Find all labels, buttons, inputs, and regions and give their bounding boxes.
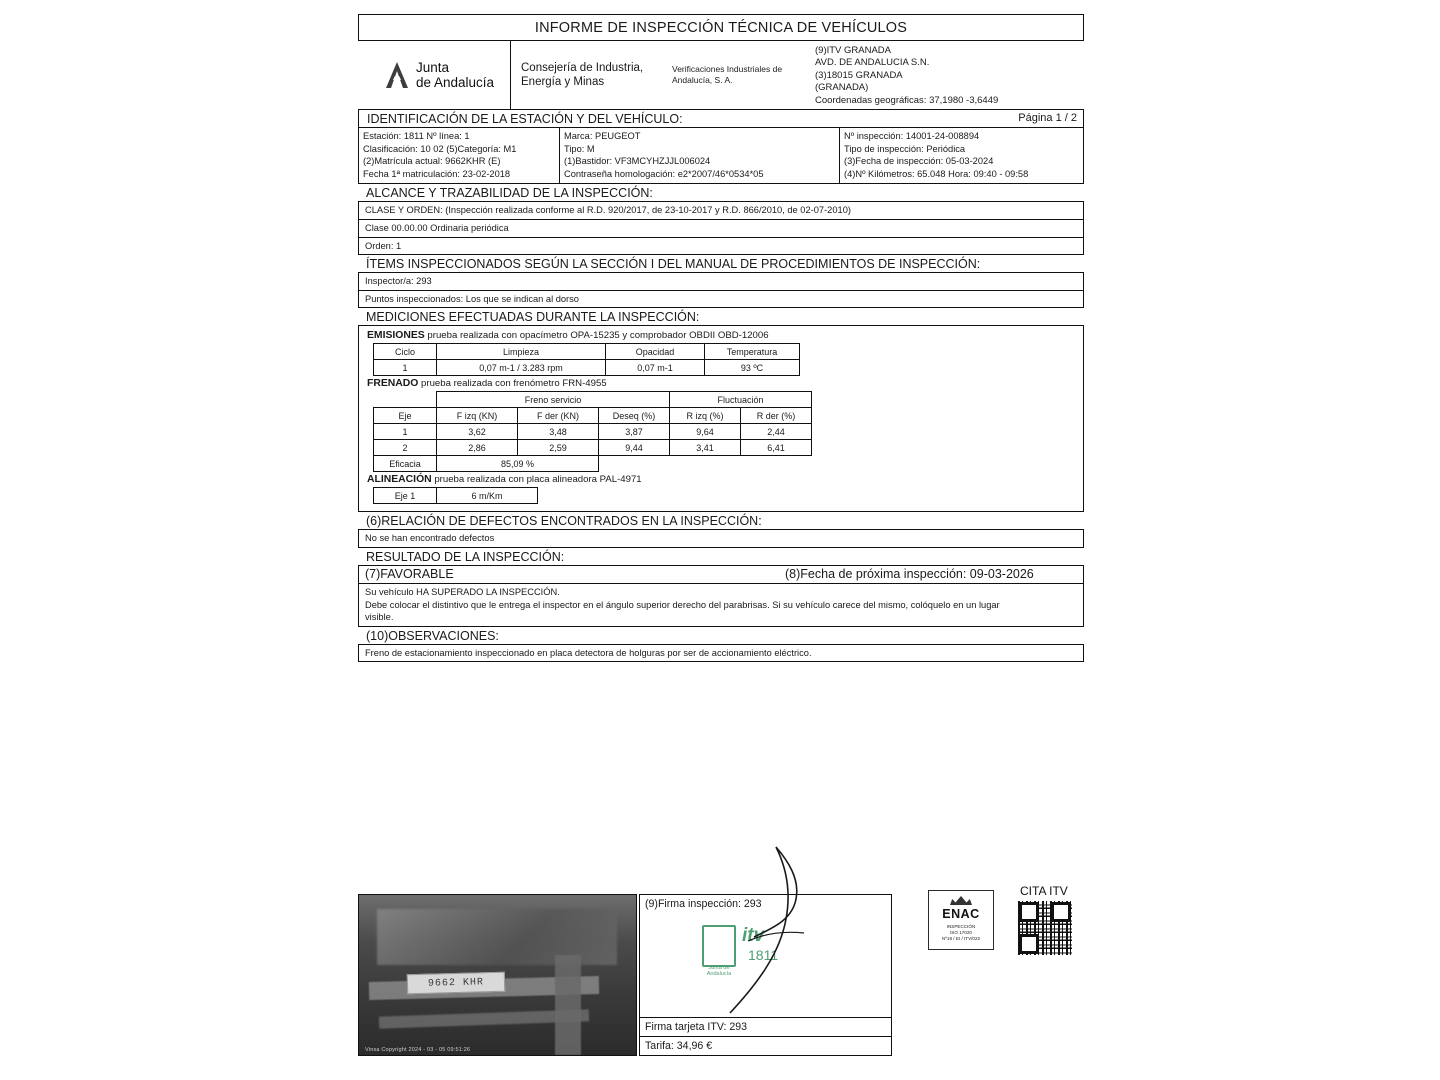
scope-class-order: CLASE Y ORDEN: (Inspección realizada conforme al R.D. 920/2017, de 23-10-2017 y R.D. 866/2010, de 02-07-2010)	[365, 205, 851, 216]
scope-clase: Clase 00.00.00 Ordinaria periódica	[359, 219, 1083, 237]
junta-line-2: de Andalucía	[416, 75, 495, 90]
braking-efficiency-empty	[599, 456, 812, 472]
emissions-table	[373, 343, 800, 376]
consejeria-line-1: Consejería de Industria,	[521, 62, 644, 74]
itv-green-stamp	[702, 923, 808, 983]
report-header	[358, 40, 1084, 109]
enac-crown-icon	[950, 895, 972, 905]
braking-r2-eje: 2	[374, 440, 437, 456]
identification-col-3	[839, 128, 1083, 183]
braking-th-rder: R der (%)	[741, 408, 812, 424]
result-title: RESULTADO DE LA INSPECCIÓN:	[358, 547, 1084, 565]
braking-group-servicio: Freno servicio	[437, 392, 670, 408]
station-address-block	[807, 41, 1084, 109]
result-box	[358, 565, 1084, 626]
measurements-title: MEDICIONES EFECTUADAS DURANTE LA INSPECCIÓN:	[358, 307, 1084, 325]
enac-sub-line-1: INSPECCIÓN	[946, 924, 976, 929]
fee-row: Tarifa: 34,96 €	[639, 1037, 892, 1056]
table-row	[374, 488, 538, 504]
observations-text: Freno de estacionamiento inspeccionado en placa detectora de holguras por ser de accionamiento eléctrico.	[365, 647, 812, 658]
braking-caption	[367, 378, 1077, 389]
braking-r1-deseq: 3,87	[599, 424, 670, 440]
photo-watermark: Vinsa Copyright 2024 - 03 - 05 09:51:26	[365, 1047, 471, 1053]
braking-r1-fizq: 3,62	[437, 424, 518, 440]
result-note-3: visible.	[365, 612, 394, 623]
inspection-date: (3)Fecha de inspección: 05-03-2024	[844, 156, 994, 167]
braking-caption-text: prueba realizada con frenómetro FRN-4955	[421, 378, 607, 390]
scope-section	[358, 184, 1084, 254]
braking-r2-fizq: 2,86	[437, 440, 518, 456]
scope-box	[358, 201, 1084, 254]
junta-logo	[358, 41, 510, 109]
table-row	[374, 440, 812, 456]
result-verdict: (7)FAVORABLE	[365, 566, 454, 581]
footer-area	[358, 884, 1084, 1060]
identification-title-row	[359, 110, 1083, 127]
alignment-caption-text: prueba realizada con placa alineadora PAL-4971	[434, 474, 642, 486]
emissions-temperatura: 93 ºC	[705, 360, 800, 376]
station-address: AVD. DE ANDALUCIA S.N.	[815, 57, 930, 69]
table-row	[374, 456, 812, 472]
stamp-junta-icon	[702, 925, 736, 967]
braking-r1-rder: 2,44	[741, 424, 812, 440]
table-group-header-row	[374, 392, 812, 408]
station-number: Estación: 1811 Nº línea: 1	[363, 131, 470, 141]
braking-th-eje: Eje	[374, 408, 437, 424]
station-name: (9)ITV GRANADA	[815, 45, 892, 56]
table-row	[374, 424, 812, 440]
braking-r2-rizq: 3,41	[670, 440, 741, 456]
inspection-type: Tipo de inspección: Periódica	[844, 143, 966, 154]
table-header-row	[374, 408, 812, 424]
table-row	[374, 360, 800, 376]
identification-columns	[359, 127, 1083, 183]
emissions-label: EMISIONES	[367, 330, 425, 342]
first-registration-date: Fecha 1ª matriculación: 23-02-2018	[363, 168, 511, 179]
station-province: (GRANADA)	[815, 82, 869, 94]
braking-th-deseq: Deseq (%)	[599, 408, 670, 424]
braking-th-fizq: F izq (KN)	[437, 408, 518, 424]
enac-subtext	[942, 924, 980, 942]
braking-r2-rder: 6,41	[741, 440, 812, 456]
braking-th-rizq: R izq (%)	[670, 408, 741, 424]
page-indicator: Página 1 / 2	[1018, 112, 1077, 124]
observations-title: (10)OBSERVACIONES:	[358, 626, 1084, 644]
signature-block	[639, 894, 892, 1054]
scope-title: ALCANCE Y TRAZABILIDAD DE LA INSPECCIÓN:	[366, 186, 653, 201]
defects-title: (6)RELACIÓN DE DEFECTOS ENCONTRADOS EN LA INSPECCIÓN:	[358, 511, 1084, 529]
result-note-2: Debe colocar el distintivo que le entrega el inspector en el ángulo superior derecho del parabrisas. Si su vehículo carece del mismo, colóquelo en un lugar	[365, 599, 1000, 610]
cita-itv-block	[1018, 884, 1088, 955]
braking-r1-rizq: 9,64	[670, 424, 741, 440]
result-verdict-row	[359, 566, 1083, 583]
observations-box	[358, 644, 1084, 663]
next-inspection-date: (8)Fecha de próxima inspección: 09-03-2026	[785, 566, 1034, 581]
vehicle-type: Tipo: M	[564, 143, 595, 154]
identification-col-2	[559, 128, 839, 183]
card-signature-row: Firma tarjeta ITV: 293	[639, 1018, 892, 1037]
result-section	[358, 547, 1084, 626]
braking-r1-eje: 1	[374, 424, 437, 440]
homologation-code: Contraseña homologación: e2*2007/46*0534*05	[564, 168, 764, 179]
plate-number: (2)Matrícula actual: 9662KHR (E)	[363, 156, 501, 167]
emissions-th-temperatura: Temperatura	[705, 344, 800, 360]
report-title: INFORME DE INSPECCIÓN TÉCNICA DE VEHÍCULOS	[358, 14, 1084, 40]
alignment-eje: Eje 1	[374, 488, 437, 504]
emissions-th-opacidad: Opacidad	[606, 344, 705, 360]
photo-license-plate: 9662 KHR	[407, 972, 505, 995]
braking-efficiency-value: 85,09 %	[437, 456, 599, 472]
emissions-th-limpieza: Limpieza	[437, 344, 606, 360]
station-postal: (3)18015 GRANADA	[815, 69, 903, 81]
observations-section	[358, 626, 1084, 663]
identification-title: IDENTIFICACIÓN DE LA ESTACIÓN Y DEL VEHÍCULO:	[367, 112, 683, 126]
braking-r2-deseq: 9,44	[599, 440, 670, 456]
emissions-opacidad: 0,07 m-1	[606, 360, 705, 376]
inspection-signature-label: (9)Firma inspección: 293	[645, 898, 762, 910]
verificaciones-line-1: Verificaciones Industriales de	[672, 64, 783, 74]
braking-table	[373, 391, 812, 472]
identification-col-1	[359, 128, 559, 183]
emissions-caption	[367, 330, 1077, 341]
station-coordinates: Coordenadas geográficas: 37,1980 -3,6449	[815, 94, 999, 106]
inspection-signature-box	[639, 894, 892, 1018]
consejeria-line-2: Energía y Minas	[521, 76, 605, 88]
emissions-ciclo: 1	[374, 360, 437, 376]
verificaciones-block	[662, 41, 807, 109]
braking-r1-fder: 3,48	[518, 424, 599, 440]
junta-line-1: Junta	[416, 60, 450, 75]
vin-number: (1)Bastidor: VF3MCYHZJJL006024	[564, 156, 711, 167]
stamp-itv-text: itv	[742, 925, 765, 946]
braking-label: FRENADO	[367, 378, 419, 390]
alignment-table	[373, 487, 538, 504]
inspector-id: Inspector/a: 293	[365, 276, 432, 287]
alignment-value: 6 m/Km	[437, 488, 538, 504]
emissions-caption-text: prueba realizada con opacímetro OPA-15235 y comprobador OBDII OBD-12006	[427, 330, 769, 342]
cita-itv-label: CITA ITV	[1020, 884, 1068, 898]
defects-text: No se han encontrado defectos	[365, 533, 495, 544]
enac-accreditation-logo	[928, 890, 994, 950]
verificaciones-line-2: Andalucía, S. A.	[672, 75, 733, 85]
enac-name: ENAC	[942, 907, 980, 921]
items-section	[358, 254, 1084, 307]
items-title: ÍTEMS INSPECCIONADOS SEGÚN LA SECCIÓN I DEL MANUAL DE PROCEDIMIENTOS DE INSPECCIÓN:	[358, 254, 1084, 272]
enac-sub-line-3: Nº19 / EI / ITV/022	[941, 936, 981, 941]
scope-orden: Orden: 1	[359, 237, 1083, 255]
classification: Clasificación: 10 02 (5)Categoría: M1	[363, 143, 517, 154]
table-header-row	[374, 344, 800, 360]
qr-code-icon[interactable]	[1018, 901, 1072, 955]
photo-detail-upper	[377, 909, 617, 965]
defects-box	[358, 529, 1084, 547]
inspection-number: Nº inspección: 14001-24-008894	[844, 131, 980, 141]
braking-group-empty	[374, 392, 437, 408]
result-notes	[359, 583, 1083, 626]
vehicle-make: Marca: PEUGEOT	[564, 131, 641, 141]
measurements-section	[358, 307, 1084, 511]
braking-th-fder: F der (KN)	[518, 408, 599, 424]
result-note-1: Su vehículo HA SUPERADO LA INSPECCIÓN.	[365, 586, 560, 597]
junta-andalucia-icon	[384, 60, 410, 90]
stamp-junta-text: Junta de Andalucía	[706, 965, 732, 977]
emissions-th-ciclo: Ciclo	[374, 344, 437, 360]
inspected-points: Puntos inspeccionados: Los que se indican al dorso	[359, 290, 1083, 308]
alignment-label: ALINEACIÓN	[367, 474, 432, 486]
odometer-and-time: (4)Nº Kilómetros: 65.048 Hora: 09:40 - 09:58	[844, 168, 1029, 179]
identification-section	[358, 109, 1084, 184]
photo-detail-post	[555, 955, 581, 1055]
enac-sub-line-2: ISO 17020	[950, 930, 972, 935]
alignment-caption	[367, 474, 1077, 485]
defects-section	[358, 511, 1084, 547]
emissions-limpieza: 0,07 m-1 / 3.283 rpm	[437, 360, 606, 376]
braking-efficiency-label: Eficacia	[374, 456, 437, 472]
consejeria-block	[510, 41, 662, 109]
measurements-box	[358, 325, 1084, 511]
vehicle-photo	[358, 894, 637, 1056]
itv-report	[358, 14, 1084, 662]
stamp-itv-number: 1811	[748, 947, 779, 963]
items-box	[358, 272, 1084, 307]
braking-group-fluctuacion: Fluctuación	[670, 392, 812, 408]
braking-r2-fder: 2,59	[518, 440, 599, 456]
junta-logo-text	[416, 60, 494, 90]
